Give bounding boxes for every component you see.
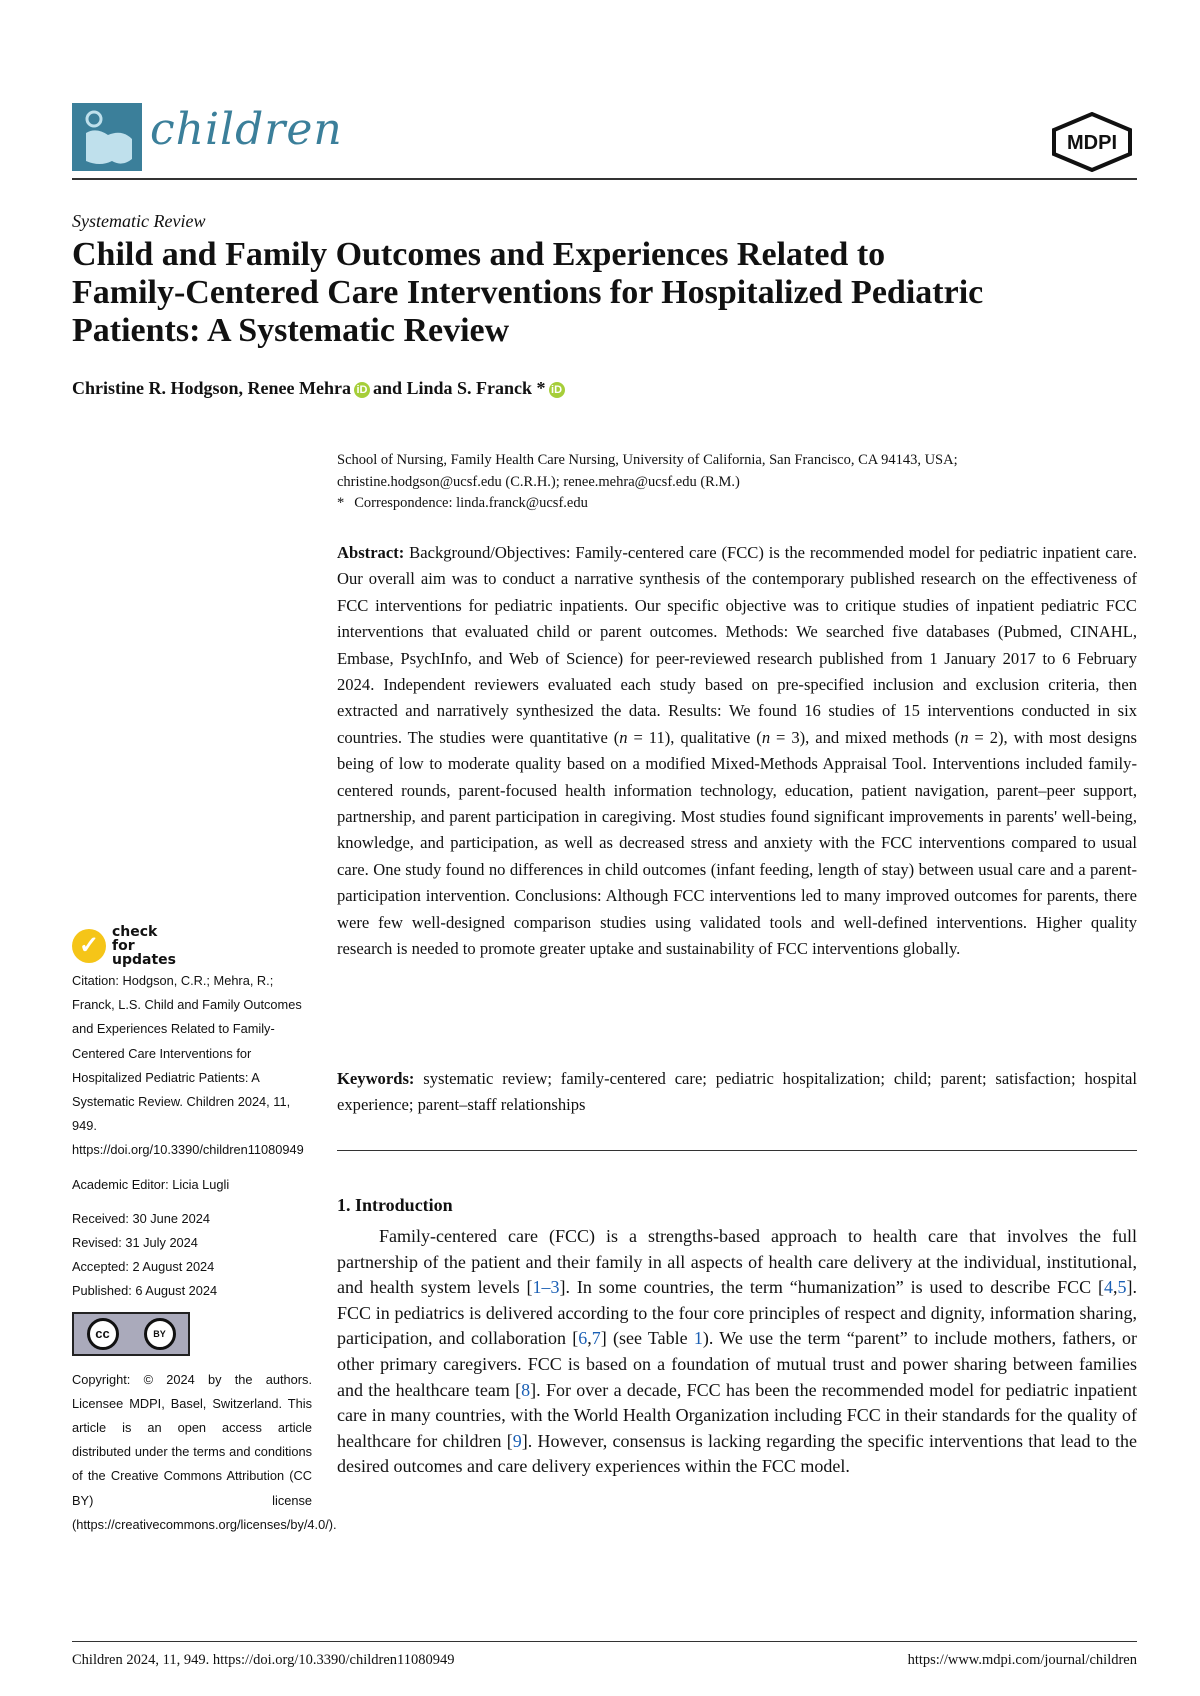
correspondence-star: *: [337, 495, 345, 511]
article-type: Systematic Review: [72, 211, 206, 231]
affiliation-line: School of Nursing, Family Health Care Nursing, University of California, San Francisco, CA 94143, USA;: [337, 452, 958, 468]
authors: [72, 378, 568, 399]
text-segment: ]. In some countries, the term “humanization” is used to describe FCC [: [559, 1277, 1105, 1298]
sidebar: [72, 924, 337, 1547]
text-segment: n: [619, 727, 628, 747]
received-date: Received: 30 June 2024: [72, 1210, 211, 1226]
cc-icon: cc: [87, 1318, 119, 1350]
reference-link[interactable]: 1–3: [532, 1277, 560, 1298]
title-line: Family-Centered Care Interventions for Hospitalized Pediatric: [72, 274, 984, 311]
label: Keywords:: [337, 1069, 415, 1088]
text-segment: n: [761, 727, 771, 747]
journal-logo-icon: [72, 103, 142, 171]
reference-link[interactable]: 5: [1117, 1277, 1127, 1298]
academic-editor: Academic Editor: Licia Lugli: [72, 1176, 230, 1192]
reference-link[interactable]: 9: [512, 1430, 522, 1451]
header-rule: [72, 178, 1137, 180]
reference-link[interactable]: 4: [1104, 1277, 1114, 1298]
citation: Citation: Hodgson, C.R.; Mehra, R.; Franck, L.S. Child and Family Outcomes and Experiences Related to Family-Centered Care Interventions for Hospitalized Pediatric Patients: A Systematic Review. Children 2024, 11, 949. https://doi.org/10.3390/children11080949: [72, 973, 304, 1158]
text-segment: ]. However, consensus is lacking regarding the specific interventions that lead to the desired outcomes and care delivery experiences within the FCC model.: [337, 1430, 1137, 1477]
text-segment: = 11), qualitative (: [627, 727, 762, 747]
text-segment: ). We use the term “parent” to include mothers, fathers, or other primary caregivers. FCC is based on a foundation of mutual trust and power sharing between families and the healthcare team [: [337, 1328, 1137, 1400]
text-segment: Family-centered care (FCC) is a strengths-based approach to health care that involves the full partnership of the patient and their family in all aspects of health care delivery at the individual, institutional, and health system levels [: [337, 1226, 1137, 1298]
author-names: and Linda S. Franck *: [372, 378, 546, 398]
text-segment: systematic review; family-centered care; pediatric hospitalization; child; parent; satisfaction; hospital experience; parent–staff relationships: [337, 1069, 1137, 1115]
orcid-icon[interactable]: iD: [354, 382, 370, 398]
article-title: [72, 236, 1152, 350]
affiliation: [337, 450, 1137, 515]
reference-link[interactable]: 6: [578, 1328, 588, 1349]
footer-journal-url[interactable]: https://www.mdpi.com/journal/children: [907, 1652, 1137, 1668]
text-segment: = 2), with most designs being of low to moderate quality based on a modified Mixed-Methods Appraisal Tool. Interventions included family-centered rounds, parent-focused health information technology, education, patient navigation, parent–peer support, partnership, and parent participation in caregiving. Most studies found significant improvements in parents' well-being, knowledge, and participation, as well as decreased stress and anxiety with the FCC interventions compared to usual care. One study found no differences in child outcomes (infant feeding, length of stay) between usual care and a parent-participation intervention. Conclusions: Although FCC interventions led to many improved outcomes for parents, there were few well-designed comparison studies using validated tools and well-defined interventions. Higher quality research is needed to promote greater uptake and sustainability of FCC interventions globally.: [337, 727, 1137, 959]
orcid-icon[interactable]: iD: [549, 382, 565, 398]
intro-paragraph: [337, 1224, 1137, 1480]
reference-link[interactable]: 7: [591, 1328, 601, 1349]
author-names: Christine R. Hodgson, Renee Mehra: [72, 378, 351, 398]
by-icon: BY: [144, 1318, 176, 1350]
text-segment: ]. For over a decade, FCC has been the recommended model for pediatric inpatient care in many countries, with the World Health Organization including FCC in their standards for the quality of healthcare for children [: [337, 1379, 1138, 1451]
checkmark-icon: ✓: [72, 929, 106, 963]
text-segment: ,: [1113, 1277, 1118, 1298]
text-segment: ] (see Table: [600, 1328, 694, 1349]
author-emails: christine.hodgson@ucsf.edu (C.R.H.); renee.mehra@ucsf.edu (R.M.): [337, 473, 740, 490]
reference-link[interactable]: 1: [693, 1328, 703, 1349]
check-updates-label: check for updates: [112, 924, 176, 968]
copyright: Copyright: © 2024 by the authors. Licensee MDPI, Basel, Switzerland. This article is an open access article distributed under the terms and conditions of the Creative Commons Attribution (CC BY) license (https://creativecommons.org/licenses/by/4.0/).: [72, 1371, 337, 1532]
title-line: Patients: A Systematic Review: [72, 312, 510, 349]
text-segment: = 3), and mixed methods (: [770, 727, 961, 747]
label: Abstract:: [337, 543, 405, 562]
title-line: Child and Family Outcomes and Experiences Related to: [72, 236, 886, 273]
check-for-updates-button[interactable]: [72, 925, 312, 967]
section-rule: [337, 1150, 1137, 1151]
correspondence: Correspondence: linda.franck@ucsf.edu: [354, 495, 588, 511]
accepted-date: Accepted: 2 August 2024: [72, 1259, 215, 1275]
cc-by-license-badge[interactable]: [72, 1312, 190, 1356]
text-segment: ,: [587, 1328, 592, 1349]
text-segment: Background/Objectives: Family-centered care (FCC) is the recommended model for pediatric inpatient care. Our overall aim was to conduct a narrative synthesis of the contemporary published research on the effectiveness of FCC interventions for pediatric inpatients. Our specific objective was to critique studies of inpatient pediatric FCC interventions that evaluated child or parent outcomes. Methods: We searched five databases (Pubmed, CINAHL, Embase, PsychInfo, and Web of Science) for peer-reviewed research published from 1 January 2017 to 6 February 2024. Independent reviewers evaluated each study based on pre-specified inclusion and exclusion criteria, then extracted and narratively synthesized the data. Results: We found 16 studies of 15 interventions conducted in six countries. The studies were quantitative (: [337, 543, 1137, 747]
text-segment: ]. FCC in pediatrics is delivered according to the four core principles of respect and dignity, information sharing, participation, and collaboration [: [337, 1277, 1138, 1349]
footer-citation[interactable]: Children 2024, 11, 949. https://doi.org/10.3390/children11080949: [72, 1652, 455, 1668]
published-date: Published: 6 August 2024: [72, 1283, 218, 1299]
section-heading: 1. Introduction: [337, 1195, 453, 1215]
journal-name: children: [150, 104, 343, 155]
footer-rule: [72, 1641, 1137, 1642]
svg-text:MDPI: MDPI: [1067, 132, 1117, 154]
mdpi-logo: [1048, 112, 1136, 172]
revised-date: Revised: 31 July 2024: [72, 1235, 198, 1251]
keywords: [337, 1066, 1137, 1119]
reference-link[interactable]: 8: [521, 1379, 531, 1400]
text-segment: n: [960, 727, 969, 747]
abstract: [337, 540, 1137, 963]
